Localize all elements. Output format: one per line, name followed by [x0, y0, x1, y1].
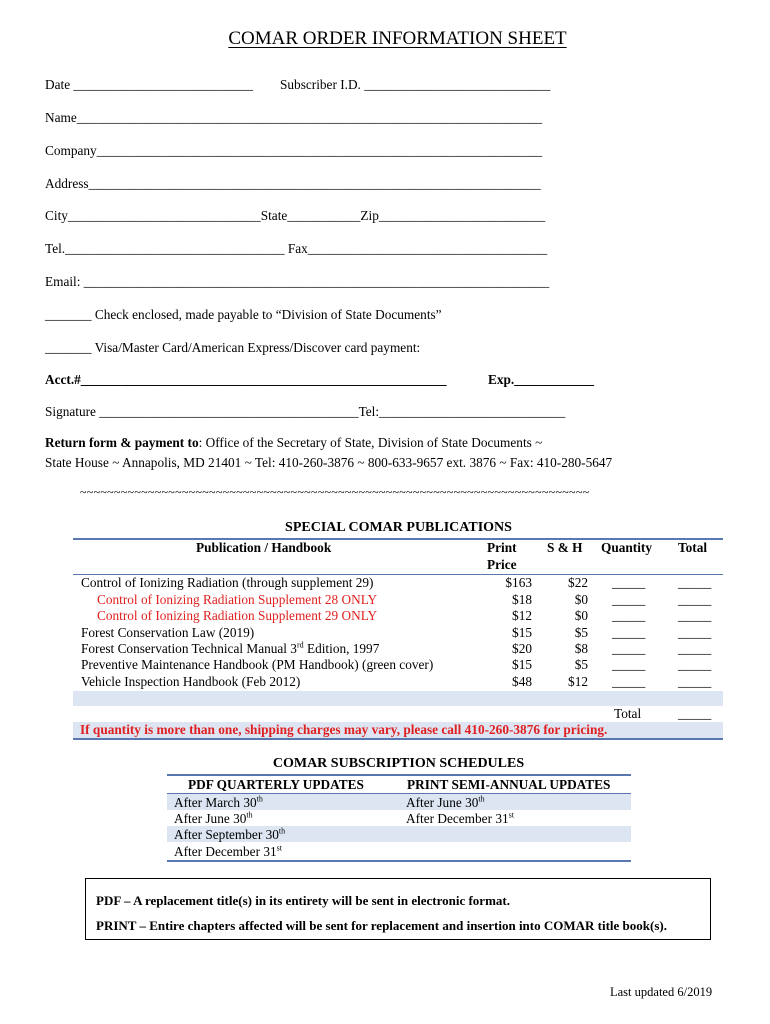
- publication-sh: $12: [568, 674, 588, 689]
- quantity-input[interactable]: _____: [612, 608, 646, 623]
- total-input[interactable]: _____: [678, 608, 712, 623]
- last-updated: Last updated 6/2019: [610, 985, 713, 999]
- publication-price: $48: [512, 674, 532, 689]
- publication-name: Control of Ionizing Radiation (through supplement 29): [81, 575, 374, 590]
- col-total: Total: [678, 540, 708, 555]
- publication-sh: $5: [574, 625, 588, 640]
- grand-total-input[interactable]: _____: [678, 706, 712, 721]
- account-number-field[interactable]: Acct.#_______________________________________________________: [45, 372, 447, 387]
- publication-sh: $8: [574, 641, 588, 656]
- publication-name: Forest Conservation Law (2019): [81, 625, 255, 640]
- print-update-date: After December 31st: [406, 810, 514, 826]
- quantity-input[interactable]: _____: [612, 592, 646, 607]
- return-info-line1: [45, 435, 542, 451]
- return-info-line2: State House ~ Annapolis, MD 21401 ~ Tel: 410-260-3876 ~ 800-633-9657 ext. 3876 ~ Fax: 410-280-5647: [45, 455, 613, 470]
- col-price: Price: [487, 557, 517, 572]
- separator: ~~~~~~~~~~~~~~~~~~~~~~~~~~~~~~~~~~~~~~~~~~~~~~~~~~~~~~~~~~~~~~~~~~~~~~~~~~~: [80, 485, 590, 499]
- total-input[interactable]: _____: [678, 641, 712, 656]
- publications-heading: SPECIAL COMAR PUBLICATIONS: [285, 520, 512, 535]
- col-quantity: Quantity: [601, 540, 652, 555]
- col-publication: Publication / Handbook: [196, 540, 332, 555]
- publication-price: $15: [512, 657, 532, 672]
- subscriber-id-field[interactable]: Subscriber I.D. ____________________________: [280, 77, 551, 92]
- pdf-note: PDF – A replacement title(s) in its entirety will be sent in electronic format.: [96, 893, 510, 908]
- name-field[interactable]: Name______________________________________________________________________: [45, 110, 543, 125]
- publication-price: $20: [512, 641, 532, 656]
- subscriptions-top-rule: [167, 774, 631, 776]
- pdf-update-date: After September 30th: [174, 826, 286, 842]
- quantity-input[interactable]: _____: [612, 625, 646, 640]
- signature-field[interactable]: Signature _______________________________________Tel:____________________________: [45, 404, 566, 419]
- return-address: : Office of the Secretary of State, Division of State Documents ~: [198, 435, 543, 450]
- city-state-zip-field[interactable]: City_____________________________State___________Zip_________________________: [45, 208, 546, 223]
- tel-fax-field[interactable]: Tel._________________________________ Fax____________________________________: [45, 241, 548, 256]
- publication-name: Control of Ionizing Radiation Supplement 29 ONLY: [97, 608, 378, 623]
- total-input[interactable]: _____: [678, 575, 712, 590]
- publication-name: Forest Conservation Technical Manual 3rd Edition, 1997: [81, 640, 380, 656]
- publication-name: Preventive Maintenance Handbook (PM Handbook) (green cover): [81, 657, 434, 672]
- total-input[interactable]: _____: [678, 674, 712, 689]
- shipping-note: If quantity is more than one, shipping charges may vary, please call 410-260-3876 for pricing.: [80, 722, 608, 737]
- publication-name: Vehicle Inspection Handbook (Feb 2012): [81, 674, 301, 689]
- total-input[interactable]: _____: [678, 625, 712, 640]
- quantity-input[interactable]: _____: [612, 575, 646, 590]
- card-option[interactable]: _______ Visa/Master Card/American Express/Discover card payment:: [45, 340, 421, 355]
- check-option[interactable]: _______ Check enclosed, made payable to “Division of State Documents”: [45, 307, 442, 322]
- publication-price: $163: [505, 575, 532, 590]
- publication-price: $15: [512, 625, 532, 640]
- publication-name: Control of Ionizing Radiation Supplement 28 ONLY: [97, 592, 378, 607]
- grand-total-label: Total: [614, 706, 642, 721]
- publication-sh: $0: [574, 592, 588, 607]
- subscriptions-bottom-rule: [167, 860, 631, 862]
- col-print-semiannual: PRINT SEMI-ANNUAL UPDATES: [407, 777, 611, 792]
- publication-price: $12: [512, 608, 532, 623]
- publications-bottom-rule: [73, 738, 723, 740]
- date-field[interactable]: Date ___________________________: [45, 77, 253, 92]
- publication-sh: $5: [574, 657, 588, 672]
- col-pdf-quarterly: PDF QUARTERLY UPDATES: [188, 777, 364, 792]
- expiration-field[interactable]: Exp.____________: [488, 372, 595, 387]
- delivery-notes-box: [85, 878, 711, 940]
- col-print: Print: [487, 540, 517, 555]
- address-field[interactable]: Address____________________________________________________________________: [45, 176, 541, 191]
- pdf-update-date: After June 30th: [174, 810, 253, 826]
- page-title: COMAR ORDER INFORMATION SHEET: [228, 28, 567, 49]
- total-input[interactable]: _____: [678, 657, 712, 672]
- quantity-input[interactable]: _____: [612, 674, 646, 689]
- return-label: Return form & payment to: [45, 435, 199, 450]
- pdf-update-date: After December 31st: [174, 843, 282, 859]
- print-update-date: After June 30th: [406, 794, 485, 810]
- company-field[interactable]: Company___________________________________________________________________: [45, 143, 543, 158]
- publication-sh: $22: [568, 575, 588, 590]
- subscriptions-heading: COMAR SUBSCRIPTION SCHEDULES: [272, 756, 525, 771]
- publications-spacer-row: [73, 691, 723, 706]
- total-input[interactable]: _____: [678, 592, 712, 607]
- publication-price: $18: [512, 592, 532, 607]
- pdf-update-date: After March 30th: [174, 794, 263, 810]
- quantity-input[interactable]: _____: [612, 641, 646, 656]
- print-note: PRINT – Entire chapters affected will be sent for replacement and insertion into COMAR title book(s).: [96, 918, 667, 933]
- col-sh: S & H: [547, 540, 583, 555]
- publication-sh: $0: [574, 608, 588, 623]
- quantity-input[interactable]: _____: [612, 657, 646, 672]
- email-field[interactable]: Email: ______________________________________________________________________: [45, 274, 550, 289]
